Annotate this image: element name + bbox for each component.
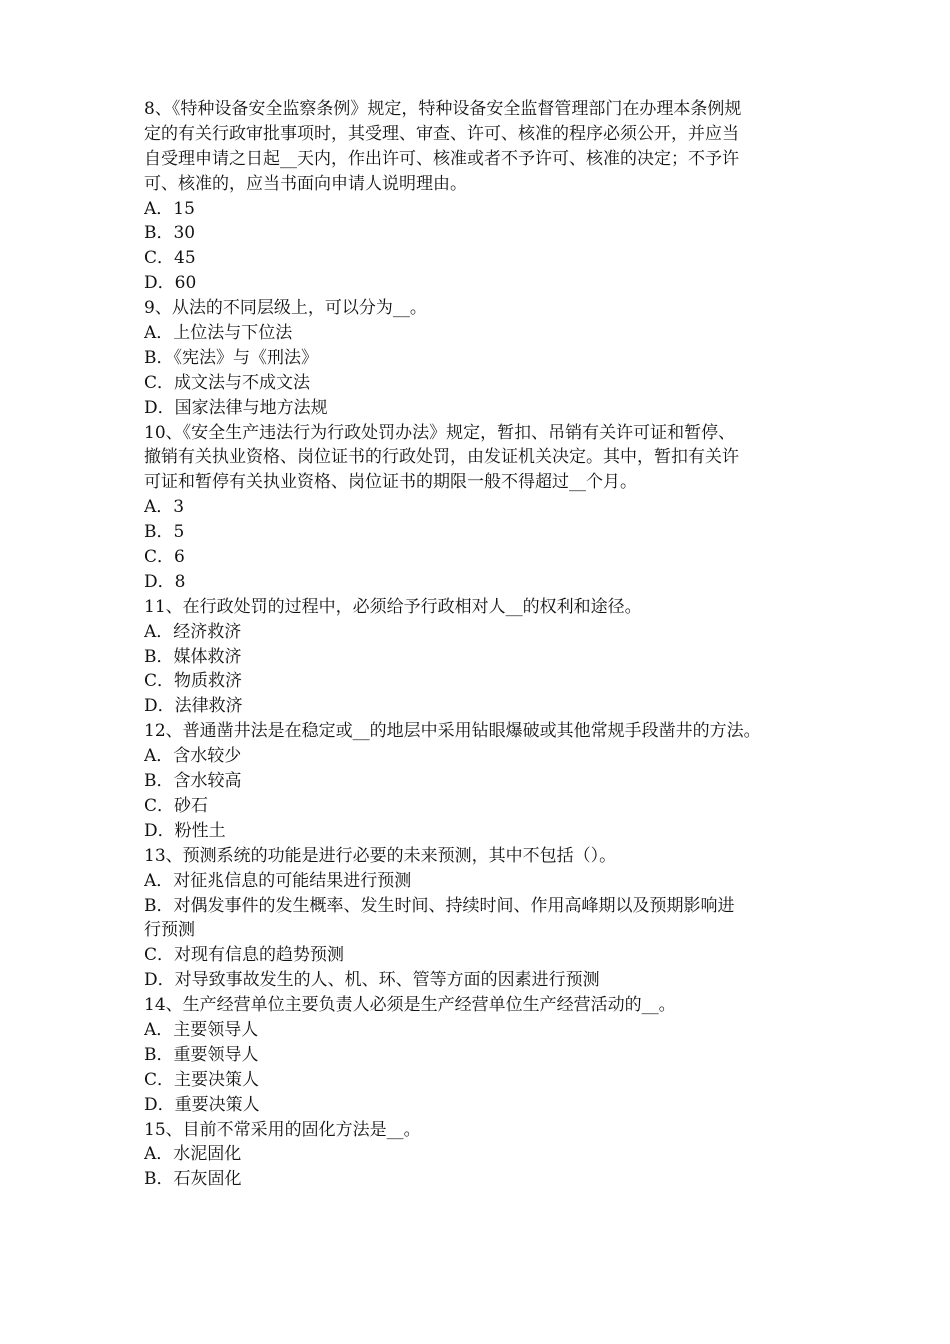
option-b-continued: 行预测 <box>144 920 195 941</box>
option-d: D．8 <box>144 571 186 592</box>
question-13 <box>144 844 824 993</box>
question-text: 可证和暂停有关执业资格、岗位证书的期限一般不得超过__个月。 <box>144 472 637 493</box>
option-c: C．成文法与不成文法 <box>144 372 311 393</box>
option-d: D．重要决策人 <box>144 1094 260 1115</box>
option-a: A．3 <box>144 497 185 518</box>
option-d: D．粉性土 <box>144 820 226 841</box>
question-text: 可、核准的，应当书面向申请人说明理由。 <box>144 173 467 194</box>
question-text: 自受理申请之日起__天内，作出许可、核准或者不予许可、核准的决定；不予许 <box>144 148 739 169</box>
option-b: B．30 <box>144 223 196 244</box>
question-12 <box>144 719 824 843</box>
option-a: A．主要领导人 <box>144 1019 259 1040</box>
question-text: 11、在行政处罚的过程中，必须给予行政相对人__的权利和途径。 <box>144 596 642 617</box>
question-text: 12、普通凿井法是在稳定或__的地层中采用钻眼爆破或其他常规手段凿井的方法。 <box>144 721 761 742</box>
question-11 <box>144 595 824 719</box>
question-14 <box>144 993 824 1117</box>
option-a: A．经济救济 <box>144 621 242 642</box>
question-text: 13、预测系统的功能是进行必要的未来预测，其中不包括（）。 <box>144 845 617 866</box>
option-d: D．法律救济 <box>144 696 243 717</box>
option-c: C．砂石 <box>144 795 209 816</box>
option-b: B．重要领导人 <box>144 1044 259 1065</box>
option-d: D．60 <box>144 273 197 294</box>
question-15 <box>144 1118 824 1193</box>
question-text: 8、《特种设备安全监察条例》规定，特种设备安全监督管理部门在办理本条例规 <box>144 99 742 119</box>
option-c: C．对现有信息的趋势预测 <box>144 945 345 966</box>
option-a: A．含水较少 <box>144 746 242 767</box>
option-a: A．对征兆信息的可能结果进行预测 <box>144 870 412 891</box>
question-text: 9、从法的不同层级上，可以分为__。 <box>144 298 427 319</box>
option-c: C．45 <box>144 248 196 269</box>
option-b: B．《宪法》与《刑法》 <box>144 347 318 368</box>
option-a: A．15 <box>144 198 195 219</box>
question-8 <box>144 97 824 296</box>
option-b: B．石灰固化 <box>144 1169 242 1190</box>
question-text: 定的有关行政审批事项时，其受理、审查、许可、核准的程序必须公开，并应当 <box>144 123 739 144</box>
question-text: 15、目前不常采用的固化方法是__。 <box>144 1119 421 1140</box>
question-text: 14、生产经营单位主要负责人必须是生产经营单位生产经营活动的__。 <box>144 995 676 1016</box>
option-d: D．对导致事故发生的人、机、环、管等方面的因素进行预测 <box>144 970 600 991</box>
option-a: A．水泥固化 <box>144 1144 242 1165</box>
question-text: 10、《安全生产违法行为行政处罚办法》规定，暂扣、吊销有关许可证和暂停、 <box>144 422 736 443</box>
exam-questions <box>144 97 824 1192</box>
option-c: C．主要决策人 <box>144 1069 260 1090</box>
question-text: 撤销有关执业资格、岗位证书的行政处罚，由发证机关决定。其中，暂扣有关许 <box>144 447 739 468</box>
option-b: B．对偶发事件的发生概率、发生时间、持续时间、作用高峰期以及预期影响进 <box>144 895 735 916</box>
option-b: B．媒体救济 <box>144 646 242 667</box>
option-d: D．国家法律与地方法规 <box>144 397 328 418</box>
question-10 <box>144 421 824 595</box>
question-9 <box>144 296 824 420</box>
option-c: C．物质救济 <box>144 671 243 692</box>
option-c: C．6 <box>144 547 185 568</box>
option-b: B．5 <box>144 522 185 543</box>
option-b: B．含水较高 <box>144 771 242 792</box>
option-a: A．上位法与下位法 <box>144 323 293 344</box>
